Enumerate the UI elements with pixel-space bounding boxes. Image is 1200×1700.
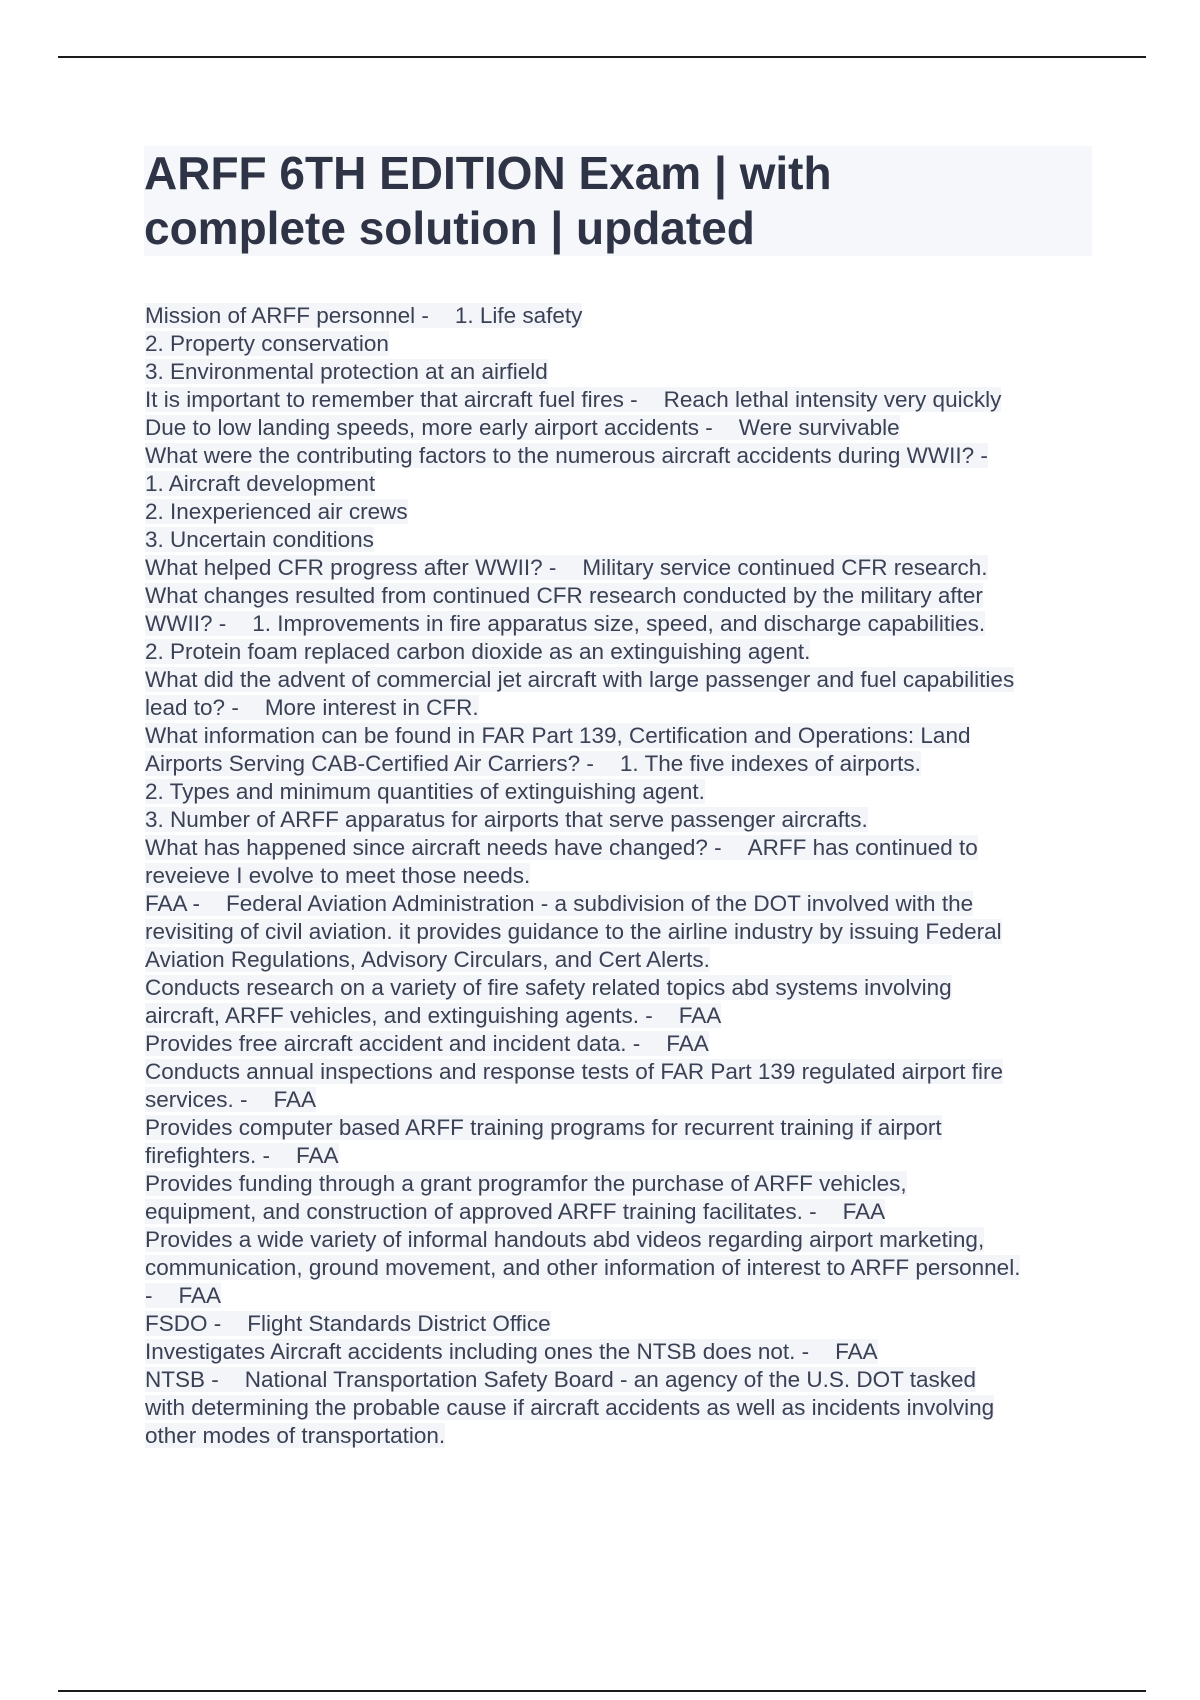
text-line xyxy=(145,946,1095,974)
line-highlight xyxy=(145,1283,221,1308)
line-question: 1. Aircraft development xyxy=(145,471,376,496)
line-question: Provides computer based ARFF training programs for recurrent training if airport xyxy=(145,1115,942,1140)
line-highlight xyxy=(145,835,978,860)
line-question: 3. Number of ARFF apparatus for airports that serve passenger aircrafts. xyxy=(145,807,868,832)
line-highlight xyxy=(145,1031,709,1056)
line-highlight xyxy=(145,611,985,636)
line-question: - xyxy=(145,1283,153,1308)
text-line xyxy=(145,806,1095,834)
text-line xyxy=(145,582,1095,610)
line-highlight xyxy=(145,779,705,804)
line-highlight xyxy=(145,1395,994,1420)
top-rule xyxy=(58,56,1146,58)
text-line xyxy=(145,1282,1095,1310)
text-line xyxy=(145,386,1095,414)
line-highlight xyxy=(145,527,374,552)
line-question: equipment, and construction of approved ARFF training facilitates. - xyxy=(145,1199,817,1224)
line-question: What were the contributing factors to the numerous aircraft accidents during WWII? - xyxy=(145,443,988,468)
line-answer: Were survivable xyxy=(738,415,900,440)
line-highlight xyxy=(145,1143,339,1168)
line-answer: FAA xyxy=(178,1283,222,1308)
line-question: with determining the probable cause if aircraft accidents as well as incidents involving xyxy=(145,1395,995,1420)
line-highlight xyxy=(145,303,582,328)
line-highlight xyxy=(145,1311,551,1336)
line-highlight xyxy=(145,499,408,524)
line-question: aircraft, ARFF vehicles, and extinguishing agents. - xyxy=(145,1003,653,1028)
line-highlight xyxy=(145,555,988,580)
text-line xyxy=(145,1002,1095,1030)
text-line xyxy=(145,1170,1095,1198)
line-answer: FAA xyxy=(678,1003,722,1028)
line-highlight xyxy=(145,1115,942,1140)
line-highlight xyxy=(145,947,710,972)
line-answer: Federal Aviation Administration - a subdivision of the DOT involved with the xyxy=(226,891,974,916)
line-highlight xyxy=(145,1339,878,1364)
line-question: What has happened since aircraft needs have changed? - xyxy=(145,835,722,860)
title-line-1: ARFF 6TH EDITION Exam | with xyxy=(144,147,832,199)
line-answer: ARFF has continued to xyxy=(747,835,978,860)
line-answer: Reach lethal intensity very quickly xyxy=(663,387,1002,412)
text-line xyxy=(145,1366,1095,1394)
line-answer: More interest in CFR. xyxy=(264,695,479,720)
line-highlight xyxy=(145,863,530,888)
line-answer: FAA xyxy=(666,1031,709,1056)
line-answer: Military service continued CFR research. xyxy=(582,555,988,580)
text-line xyxy=(145,414,1095,442)
line-question: Provides funding through a grant programfor the purchase of ARFF vehicles, xyxy=(145,1171,907,1196)
line-question: other modes of transportation. xyxy=(145,1423,446,1448)
line-question: It is important to remember that aircraft fuel fires - xyxy=(145,387,638,412)
text-line xyxy=(145,1058,1095,1086)
line-highlight xyxy=(145,443,988,468)
text-line xyxy=(145,862,1095,890)
line-question: What changes resulted from continued CFR research conducted by the military after xyxy=(145,583,983,608)
line-question: 3. Uncertain conditions xyxy=(145,527,374,552)
line-highlight xyxy=(145,1367,976,1392)
line-question: Mission of ARFF personnel - xyxy=(145,303,429,328)
line-answer: 1. Improvements in fire apparatus size, speed, and discharge capabilities. xyxy=(252,611,986,636)
line-answer: FAA xyxy=(835,1339,878,1364)
text-line xyxy=(145,330,1095,358)
text-line xyxy=(145,1142,1095,1170)
line-question: 2. Types and minimum quantities of extinguishing agent. xyxy=(145,779,705,804)
title-line-2: complete solution | updated xyxy=(144,202,755,254)
text-line xyxy=(145,1198,1095,1226)
bottom-rule xyxy=(58,1690,1146,1692)
line-highlight xyxy=(145,723,970,748)
text-line xyxy=(145,498,1095,526)
line-question: Provides a wide variety of informal handouts abd videos regarding airport marketing, xyxy=(145,1227,985,1252)
line-highlight xyxy=(145,751,921,776)
text-line xyxy=(145,1030,1095,1058)
line-answer: FAA xyxy=(842,1199,886,1224)
line-question: 3. Environmental protection at an airfield xyxy=(145,359,548,384)
line-question: Investigates Aircraft accidents including ones the NTSB does not. - xyxy=(145,1339,810,1364)
line-question: 2. Inexperienced air crews xyxy=(145,499,408,524)
line-highlight xyxy=(145,359,548,384)
line-question: WWII? - xyxy=(145,611,227,636)
text-line xyxy=(145,554,1095,582)
line-question: Aviation Regulations, Advisory Circulars, and Cert Alerts. xyxy=(145,947,710,972)
text-line xyxy=(145,610,1095,638)
line-highlight xyxy=(145,1087,316,1112)
line-highlight xyxy=(145,387,1001,412)
text-line xyxy=(145,974,1095,1002)
text-line xyxy=(145,834,1095,862)
line-highlight xyxy=(145,667,1014,692)
text-line xyxy=(145,722,1095,750)
title-block xyxy=(144,146,1092,256)
line-highlight xyxy=(145,807,868,832)
line-question: communication, ground movement, and other information of interest to ARFF personnel. xyxy=(145,1255,1021,1280)
line-answer: FAA xyxy=(273,1087,317,1112)
line-question: Airports Serving CAB-Certified Air Carriers? - xyxy=(145,751,594,776)
line-highlight xyxy=(145,1059,1003,1084)
line-highlight xyxy=(145,919,1002,944)
line-question: firefighters. - xyxy=(145,1143,271,1168)
line-highlight xyxy=(145,1199,885,1224)
line-highlight xyxy=(145,1423,445,1448)
text-line xyxy=(145,1254,1095,1282)
line-highlight xyxy=(145,639,810,664)
line-highlight xyxy=(145,975,952,1000)
line-question: NTSB - xyxy=(145,1367,219,1392)
line-question: 2. Property conservation xyxy=(145,331,389,356)
line-highlight xyxy=(145,471,375,496)
line-highlight xyxy=(145,331,389,356)
line-answer: National Transportation Safety Board - an agency of the U.S. DOT tasked xyxy=(244,1367,976,1392)
line-question: reveieve I evolve to meet those needs. xyxy=(145,863,531,888)
line-question: Due to low landing speeds, more early airport accidents - xyxy=(145,415,713,440)
line-highlight xyxy=(145,1227,984,1252)
line-question: services. - xyxy=(145,1087,248,1112)
line-answer: 1. The five indexes of airports. xyxy=(619,751,921,776)
text-line xyxy=(145,302,1095,330)
text-line xyxy=(145,918,1095,946)
text-line xyxy=(145,1310,1095,1338)
line-question: revisiting of civil aviation. it provides guidance to the airline industry by issuing Federal xyxy=(145,919,1002,944)
line-highlight xyxy=(145,1003,721,1028)
text-line xyxy=(145,694,1095,722)
line-question: FSDO - xyxy=(145,1311,222,1336)
text-line xyxy=(145,666,1095,694)
line-highlight xyxy=(145,415,900,440)
line-question: What information can be found in FAR Part 139, Certification and Operations: Land xyxy=(145,723,971,748)
line-question: FAA - xyxy=(145,891,201,916)
text-line xyxy=(145,526,1095,554)
line-question: Conducts research on a variety of fire safety related topics abd systems involving xyxy=(145,975,952,1000)
line-highlight xyxy=(145,891,973,916)
line-highlight xyxy=(145,583,983,608)
line-question: 2. Protein foam replaced carbon dioxide as an extinguishing agent. xyxy=(145,639,811,664)
line-answer: Flight Standards District Office xyxy=(247,1311,551,1336)
text-line xyxy=(145,1114,1095,1142)
text-line xyxy=(145,1086,1095,1114)
text-line xyxy=(145,890,1095,918)
text-line xyxy=(145,1394,1095,1422)
text-line xyxy=(145,470,1095,498)
text-line xyxy=(145,1226,1095,1254)
text-line xyxy=(145,750,1095,778)
text-line xyxy=(145,638,1095,666)
line-question: What did the advent of commercial jet aircraft with large passenger and fuel capabilities xyxy=(145,667,1015,692)
line-highlight xyxy=(145,1255,1020,1280)
line-question: Provides free aircraft accident and incident data. - xyxy=(145,1031,641,1056)
document-title xyxy=(144,146,1092,256)
line-question: What helped CFR progress after WWII? - xyxy=(145,555,557,580)
line-question: Conducts annual inspections and response tests of FAR Part 139 regulated airport fire xyxy=(145,1059,1003,1084)
text-line xyxy=(145,442,1095,470)
line-answer: FAA xyxy=(296,1143,339,1168)
text-line xyxy=(145,358,1095,386)
text-line xyxy=(145,1338,1095,1366)
text-line xyxy=(145,1422,1095,1450)
line-question: lead to? - xyxy=(145,695,239,720)
line-highlight xyxy=(145,695,479,720)
line-highlight xyxy=(145,1171,907,1196)
line-answer: 1. Life safety xyxy=(454,303,583,328)
document-body xyxy=(145,302,1095,1450)
text-line xyxy=(145,778,1095,806)
